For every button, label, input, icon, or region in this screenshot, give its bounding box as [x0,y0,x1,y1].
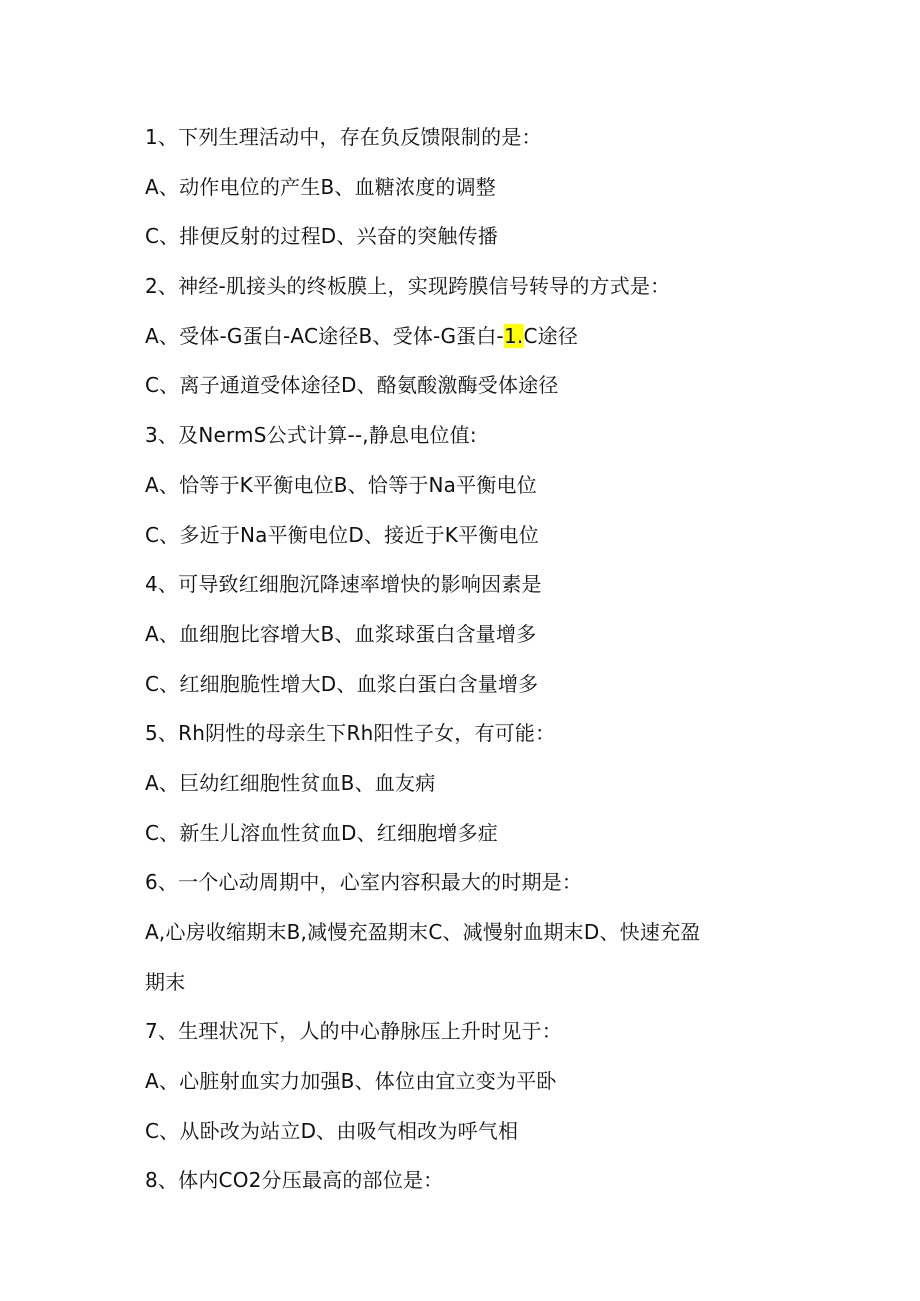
highlighted-text: 1. [503,323,524,348]
document-body [145,117,785,1210]
question-1-options-cd: C、排便反射的过程D、兴奋的突触传播 [145,224,498,249]
question-5-options-ab: A、巨幼红细胞性贫血B、血友病 [145,770,436,795]
question-1-options-ab: A、动作电位的产生B、血糖浓度的调整 [145,174,497,199]
question-5-stem: 5、Rh阴性的母亲生下Rh阳性子女，有可能： [145,721,556,746]
question-7-options-cd: C、从卧改为站立D、由吸气相改为呼气相 [145,1118,519,1143]
question-4-options-cd: C、红细胞脆性增大D、血浆白蛋白含量增多 [145,671,539,696]
question-2-stem: 2、神经-肌接头的终板膜上，实现跨膜信号转导的方式是： [145,274,671,299]
question-7-stem: 7、生理状况下，人的中心静脉压上升时见于： [145,1019,562,1044]
question-6-stem: 6、一个心动周期中，心室内容积最大的时期是： [145,870,583,895]
question-5-options-cd: C、新生儿溶血性贫血D、红细胞增多症 [145,820,498,845]
question-7-options-ab: A、心脏射血实力加强B、体位由宜立变为平卧 [145,1069,557,1094]
question-4-stem: 4、可导致红细胞沉降速率增快的影响因素是 [145,572,542,597]
question-3-options-ab: A、恰等于K平衡电位B、恰等于Na平衡电位 [145,472,537,497]
question-3-stem: 3、及NermS公式计算--,静息电位值: [145,423,477,448]
question-4-options-ab: A、血细胞比容增大B、血浆球蛋白含量增多 [145,621,537,646]
question-2-options-cd: C、离子通道受体途径D、酪氨酸激酶受体途径 [145,373,559,398]
question-2-options-ab [145,316,785,366]
question-2-options-ab-tail: C途径 [523,323,579,348]
question-6-options: A,心房收缩期末B,减慢充盈期末C、减慢射血期末D、快速充盈 [145,920,701,944]
question-3-options-cd: C、多近于Na平衡电位D、接近于K平衡电位 [145,522,539,547]
question-2-options-ab-text: A、受体-G蛋白-AC途径B、受体-G蛋白- [145,323,504,348]
question-1-stem: 1、下列生理活动中，存在负反馈限制的是： [145,125,542,149]
question-8-stem: 8、体内CO2分压最高的部位是： [145,1168,444,1193]
question-6-options-continued: 期末 [145,969,186,994]
